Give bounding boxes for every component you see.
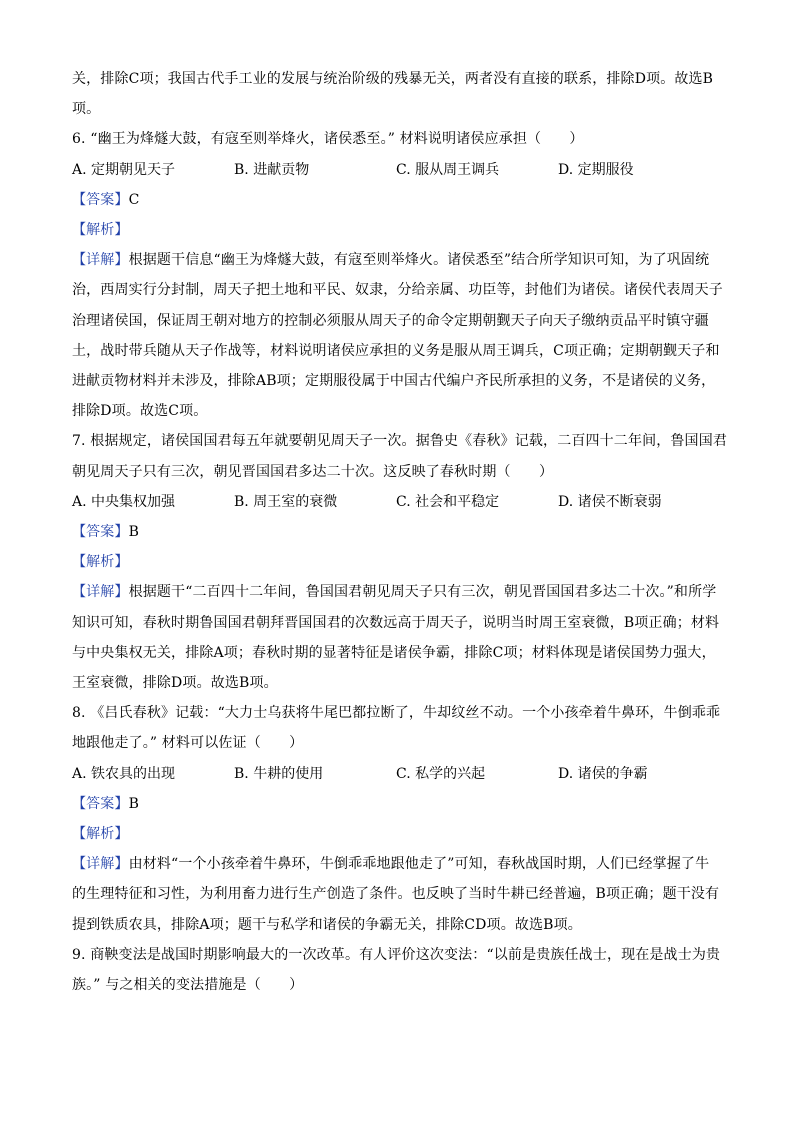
q7-detail-line: 与中央集权无关，排除A项；春秋时期的显著特征是诸侯争霸，排除C项；材料体现是诸侯国势力强大， bbox=[72, 644, 716, 661]
q6-answer-value: C bbox=[128, 191, 140, 208]
q9-stem-line: 族。” 与之相关的变法措施是（ ） bbox=[72, 977, 304, 994]
document-page bbox=[72, 64, 728, 1000]
q7-detail-line: 知识可知，春秋时期鲁国国君朝拜晋国国君的次数远高于周天子，说明当时周王室衰微，B项正确；材料 bbox=[72, 614, 720, 631]
q8-options bbox=[72, 759, 728, 789]
q8-analysis-tag: 【解析】 bbox=[72, 826, 129, 843]
q8-detail-text: 由材料“一个小孩牵着牛鼻环，牛倒乖乖地跟他走了”可知，春秋战国时期，人们已经掌握了牛 bbox=[128, 856, 710, 873]
q8-option-a: A. 铁农具的出现 bbox=[72, 765, 176, 782]
answer-tag: 【答案】 bbox=[72, 795, 129, 812]
q8-stem-line: 地跟他走了。” 材料可以佐证（ ） bbox=[72, 735, 304, 752]
q8-answer bbox=[72, 789, 728, 819]
q5-explanation-line: 项。 bbox=[72, 101, 101, 118]
answer-tag: 【答案】 bbox=[72, 524, 129, 541]
q8-detail-line bbox=[72, 849, 728, 879]
q8-detail-line: 的生理特征和习性，为利用畜力进行生产创造了条件。也反映了当时牛耕已经普遍，B项正确；题干没有 bbox=[72, 886, 720, 903]
q8-detail-line: 提到铁质农具，排除A项；题干与私学和诸侯的争霸无关，排除CD项。故选B项。 bbox=[72, 916, 582, 933]
q7-options bbox=[72, 487, 728, 517]
q6-option-a: A. 定期朝见天子 bbox=[72, 161, 176, 178]
q6-options bbox=[72, 155, 728, 185]
q5-explanation-line: 关，排除C项；我国古代手工业的发展与统治阶级的残暴无关，两者没有直接的联系，排除D项。故选B bbox=[72, 71, 714, 87]
q6-option-b: B. 进献贡物 bbox=[234, 161, 310, 178]
q7-detail-text: 根据题干“二百四十二年间，鲁国国君朝见周天子只有三次，朝见晋国国君多达二十次。”和所学 bbox=[128, 584, 717, 601]
q6-analysis-tag: 【解析】 bbox=[72, 222, 129, 239]
answer-tag: 【答案】 bbox=[72, 191, 129, 208]
q7-detail-line bbox=[72, 577, 728, 607]
q6-detail-line: 排除D项。故选C项。 bbox=[72, 403, 208, 420]
q6-detail-text: 根据题干信息“幽王为烽燧大鼓，有寇至则举烽火。诸侯悉至”结合所学知识可知，为了巩固统 bbox=[128, 252, 710, 269]
q8-option-b: B. 牛耕的使用 bbox=[234, 765, 324, 782]
q7-analysis-tag: 【解析】 bbox=[72, 554, 129, 571]
q7-stem-line: 7. 根据规定，诸侯国国君每五年就要朝见周天子一次。据鲁史《春秋》记载，二百四十二年间，鲁国国君 bbox=[72, 433, 728, 450]
q8-option-d: D. 诸侯的争霸 bbox=[558, 765, 648, 782]
q7-answer-value: B bbox=[128, 524, 140, 541]
q8-stem-line: 8. 《吕氏春秋》记载：“大力士乌获将牛尾巴都拉断了，牛却纹丝不动。一个小孩牵着牛鼻环，牛倒乖乖 bbox=[72, 705, 721, 722]
q8-option-c: C. 私学的兴起 bbox=[396, 765, 486, 782]
q6-stem: 6. “幽王为烽燧大鼓，有寇至则举烽火，诸侯悉至。” 材料说明诸侯应承担（ ） bbox=[72, 131, 584, 148]
q8-answer-value: B bbox=[128, 795, 140, 812]
q7-option-a: A. 中央集权加强 bbox=[72, 493, 176, 510]
q6-answer bbox=[72, 185, 728, 215]
q7-stem-line: 朝见周天子只有三次，朝见晋国国君多达二十次。这反映了春秋时期（ ） bbox=[72, 463, 554, 480]
q6-detail-line: 治理诸侯国，保证周王朝对地方的控制必须服从周天子的命令定期朝觐天子向天子缴纳贡品平时镇守疆 bbox=[72, 312, 709, 329]
q6-detail-line: 进献贡物材料并未涉及，排除AB项；定期服役属于中国古代编户齐民所承担的义务，不是诸侯的义务， bbox=[72, 373, 716, 390]
q9-stem-line: 9. 商鞅变法是战国时期影响最大的一次改革。有人评价这次变法：“以前是贵族任战士，现在是战士为贵 bbox=[72, 946, 721, 963]
detail-tag: 【详解】 bbox=[72, 856, 129, 873]
q7-detail-line: 王室衰微，排除D项。故选B项。 bbox=[72, 675, 278, 692]
q7-answer bbox=[72, 517, 728, 547]
q6-option-d: D. 定期服役 bbox=[558, 161, 634, 178]
q6-option-c: C. 服从周王调兵 bbox=[396, 161, 500, 178]
q7-option-d: D. 诸侯不断衰弱 bbox=[558, 493, 662, 510]
q7-option-c: C. 社会和平稳定 bbox=[396, 493, 500, 510]
detail-tag: 【详解】 bbox=[72, 252, 129, 269]
q7-option-b: B. 周王室的衰微 bbox=[234, 493, 338, 510]
q6-detail-line bbox=[72, 245, 728, 275]
q6-detail-line: 治，西周实行分封制，周天子把土地和平民、奴隶，分给亲属、功臣等，封他们为诸侯。诸侯代表周天子 bbox=[72, 282, 723, 299]
detail-tag: 【详解】 bbox=[72, 584, 129, 601]
q6-detail-line: 土，战时带兵随从天子作战等，材料说明诸侯应承担的义务是服从周王调兵，C项正确；定期朝觐天子和 bbox=[72, 342, 720, 359]
